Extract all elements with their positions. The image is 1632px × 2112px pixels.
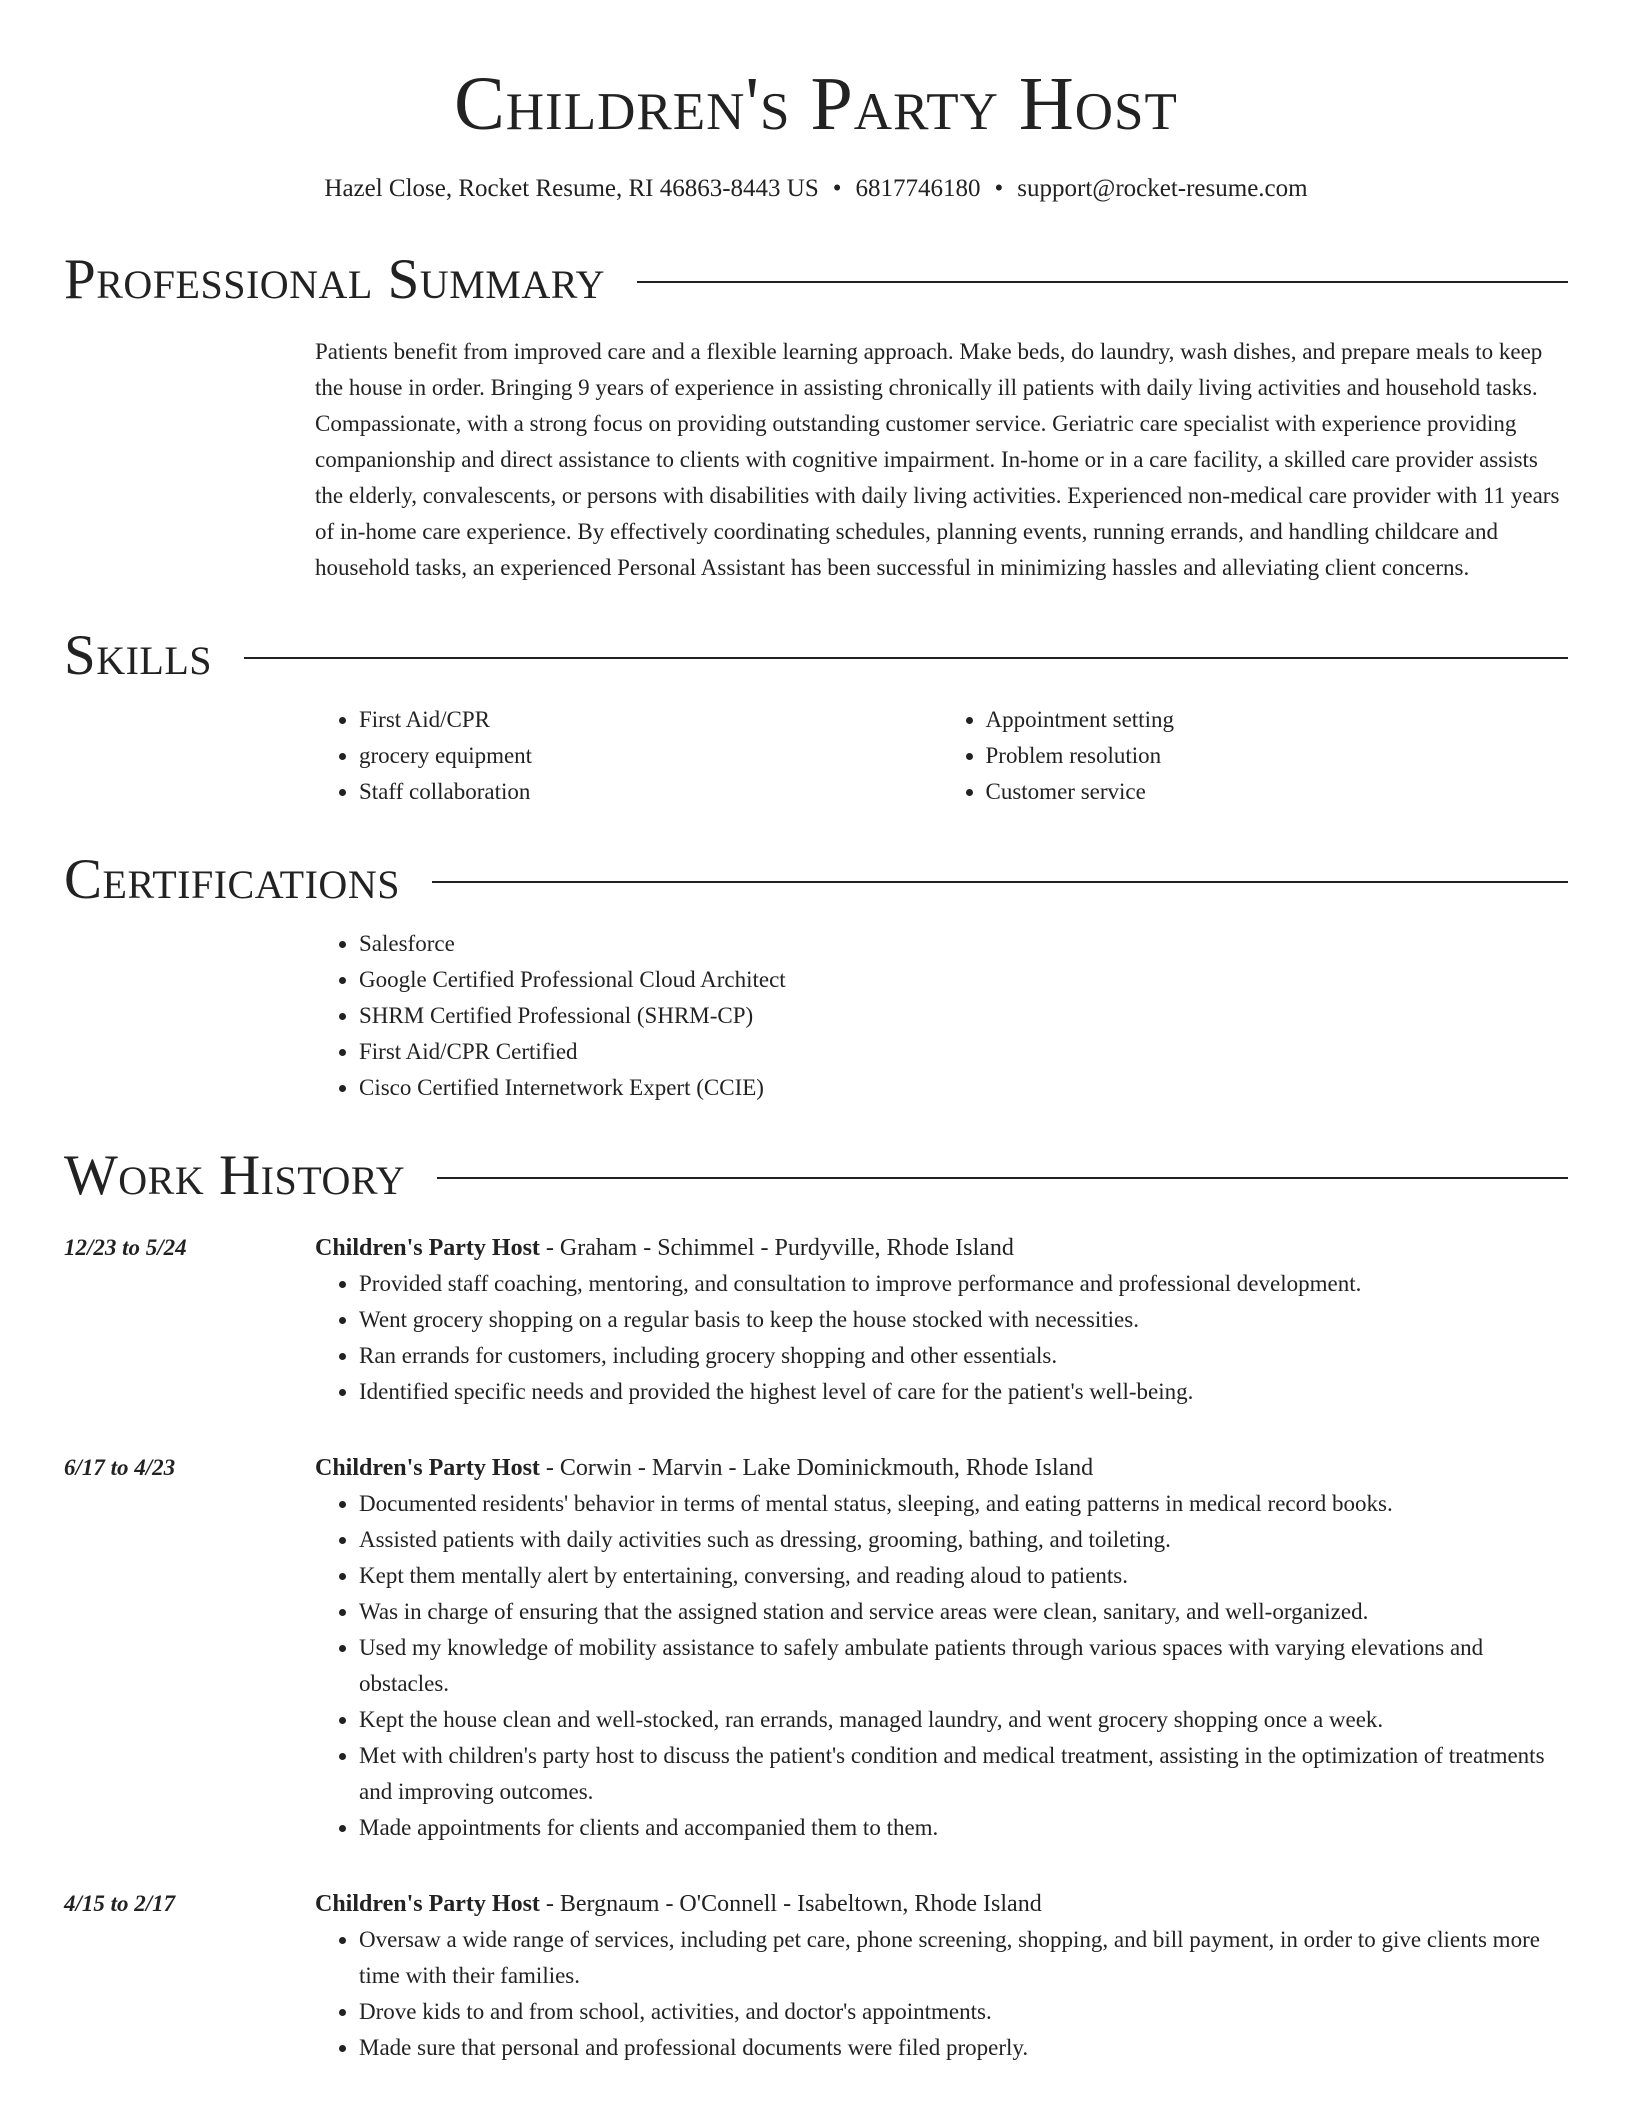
job-dates: 12/23 to 5/24 bbox=[64, 1235, 187, 1260]
job-bullet: • Was in charge of ensuring that the assigned station and service areas were clean, sanitary, and well-organized. bbox=[359, 1594, 1568, 1630]
job-bullet: • Met with children's party host to discuss the patient's condition and medical treatment, assisting in the optimization of treatments and improving outcomes. bbox=[359, 1738, 1568, 1810]
skills-heading: Skills bbox=[64, 624, 213, 687]
skill-item: • Staff collaboration bbox=[359, 774, 942, 810]
job-employer: - Corwin - Marvin - Lake Dominickmouth, Rhode Island bbox=[539, 1455, 1094, 1481]
section-divider bbox=[637, 281, 1568, 283]
summary-section-header bbox=[64, 248, 1568, 312]
certifications-list bbox=[315, 926, 1568, 1106]
summary-heading: Professional Summary bbox=[64, 248, 606, 311]
job-bullet: • Identified specific needs and provided the highest level of care for the patient's well-being. bbox=[359, 1374, 1568, 1410]
job-employer: - Bergnaum - O'Connell - Isabeltown, Rhode Island bbox=[539, 1891, 1042, 1917]
job-bullets bbox=[315, 1922, 1568, 2066]
contact-email: support@rocket-resume.com bbox=[1017, 175, 1308, 202]
job-bullet: • Kept the house clean and well-stocked, ran errands, managed laundry, and went grocery shopping once a week. bbox=[359, 1702, 1568, 1738]
contact-line bbox=[64, 172, 1568, 206]
skill-item: • Problem resolution bbox=[986, 738, 1569, 774]
job-bullet: • Went grocery shopping on a regular basis to keep the house stocked with necessities. bbox=[359, 1302, 1568, 1338]
job-bullet: • Kept them mentally alert by entertaining, conversing, and reading aloud to patients. bbox=[359, 1558, 1568, 1594]
skill-item: • grocery equipment bbox=[359, 738, 942, 774]
job-bullet: • Made appointments for clients and accompanied them to them. bbox=[359, 1810, 1568, 1846]
job-bullet: • Drove kids to and from school, activities, and doctor's appointments. bbox=[359, 1994, 1568, 2030]
contact-separator: • bbox=[832, 175, 842, 202]
job-entry bbox=[64, 1886, 1568, 2066]
job-bullet: • Made sure that personal and professional documents were filed properly. bbox=[359, 2030, 1568, 2066]
job-bullets bbox=[315, 1266, 1568, 1410]
section-divider bbox=[437, 1177, 1568, 1179]
summary-text: Patients benefit from improved care and a flexible learning approach. Make beds, do laundry, wash dishes, and prepare meals to keep the house in order. Bringing 9 years of experience in assisting chronically ill patients with daily living activities and household tasks. Compassionate, with a strong focus on providing outstanding customer service. Geriatric care specialist with experience providing companionship and direct assistance to clients with cognitive impairment. In-home or in a care facility, a skilled care provider assists the elderly, convalescents, or persons with disabilities with daily living activities. Experienced non-medical care provider with 11 years of in-home care experience. By effectively coordinating schedules, planning events, running errands, and handling childcare and household tasks, an experienced Personal Assistant has been successful in minimizing hassles and alleviating client concerns. bbox=[315, 339, 1560, 580]
skill-item: • Appointment setting bbox=[986, 702, 1569, 738]
contact-phone: 6817746180 bbox=[855, 175, 981, 202]
contact-address: Hazel Close, Rocket Resume, RI 46863-8443 US bbox=[324, 175, 819, 202]
certification-item: • SHRM Certified Professional (SHRM-CP) bbox=[359, 998, 1568, 1034]
resume-title: Children's Party Host bbox=[454, 62, 1178, 146]
job-dates: 6/17 to 4/23 bbox=[64, 1455, 176, 1480]
certification-item: • Salesforce bbox=[359, 926, 1568, 962]
certification-item: • Google Certified Professional Cloud Architect bbox=[359, 962, 1568, 998]
job-bullet: • Provided staff coaching, mentoring, and consultation to improve performance and professional development. bbox=[359, 1266, 1568, 1302]
job-bullet: • Used my knowledge of mobility assistance to safely ambulate patients through various spaces with varying elevations and obstacles. bbox=[359, 1630, 1568, 1702]
skills-list bbox=[315, 702, 1568, 810]
job-title: Children's Party Host bbox=[315, 1891, 540, 1917]
work-section-header bbox=[64, 1144, 1568, 1208]
job-heading bbox=[315, 1450, 1568, 1486]
skills-column-right bbox=[942, 702, 1569, 810]
job-title: Children's Party Host bbox=[315, 1235, 540, 1261]
job-employer: - Graham - Schimmel - Purdyville, Rhode Island bbox=[539, 1235, 1014, 1261]
contact-separator: • bbox=[994, 175, 1004, 202]
job-entry bbox=[64, 1230, 1568, 1410]
section-divider bbox=[244, 657, 1568, 659]
skills-column-left bbox=[315, 702, 942, 810]
certification-item: • Cisco Certified Internetwork Expert (CCIE) bbox=[359, 1070, 1568, 1106]
job-bullet: • Ran errands for customers, including grocery shopping and other essentials. bbox=[359, 1338, 1568, 1374]
job-heading bbox=[315, 1886, 1568, 1922]
skill-item: • Customer service bbox=[986, 774, 1569, 810]
work-heading: Work History bbox=[64, 1144, 406, 1207]
job-bullets bbox=[315, 1486, 1568, 1846]
job-heading bbox=[315, 1230, 1568, 1266]
job-bullet: • Assisted patients with daily activities such as dressing, grooming, bathing, and toileting. bbox=[359, 1522, 1568, 1558]
certifications-heading: Certifications bbox=[64, 848, 400, 911]
skill-item: • First Aid/CPR bbox=[359, 702, 942, 738]
skills-section-header bbox=[64, 624, 1568, 688]
job-dates: 4/15 to 2/17 bbox=[64, 1891, 176, 1916]
certification-item: • First Aid/CPR Certified bbox=[359, 1034, 1568, 1070]
resume-page bbox=[64, 0, 1568, 2066]
section-divider bbox=[432, 881, 1568, 883]
job-entry bbox=[64, 1450, 1568, 1846]
job-bullet: • Documented residents' behavior in terms of mental status, sleeping, and eating patterns in medical record books. bbox=[359, 1486, 1568, 1522]
certifications-section-header bbox=[64, 848, 1568, 912]
job-title: Children's Party Host bbox=[315, 1455, 540, 1481]
job-bullet: • Oversaw a wide range of services, including pet care, phone screening, shopping, and bill payment, in order to give clients more time with their families. bbox=[359, 1922, 1568, 1994]
